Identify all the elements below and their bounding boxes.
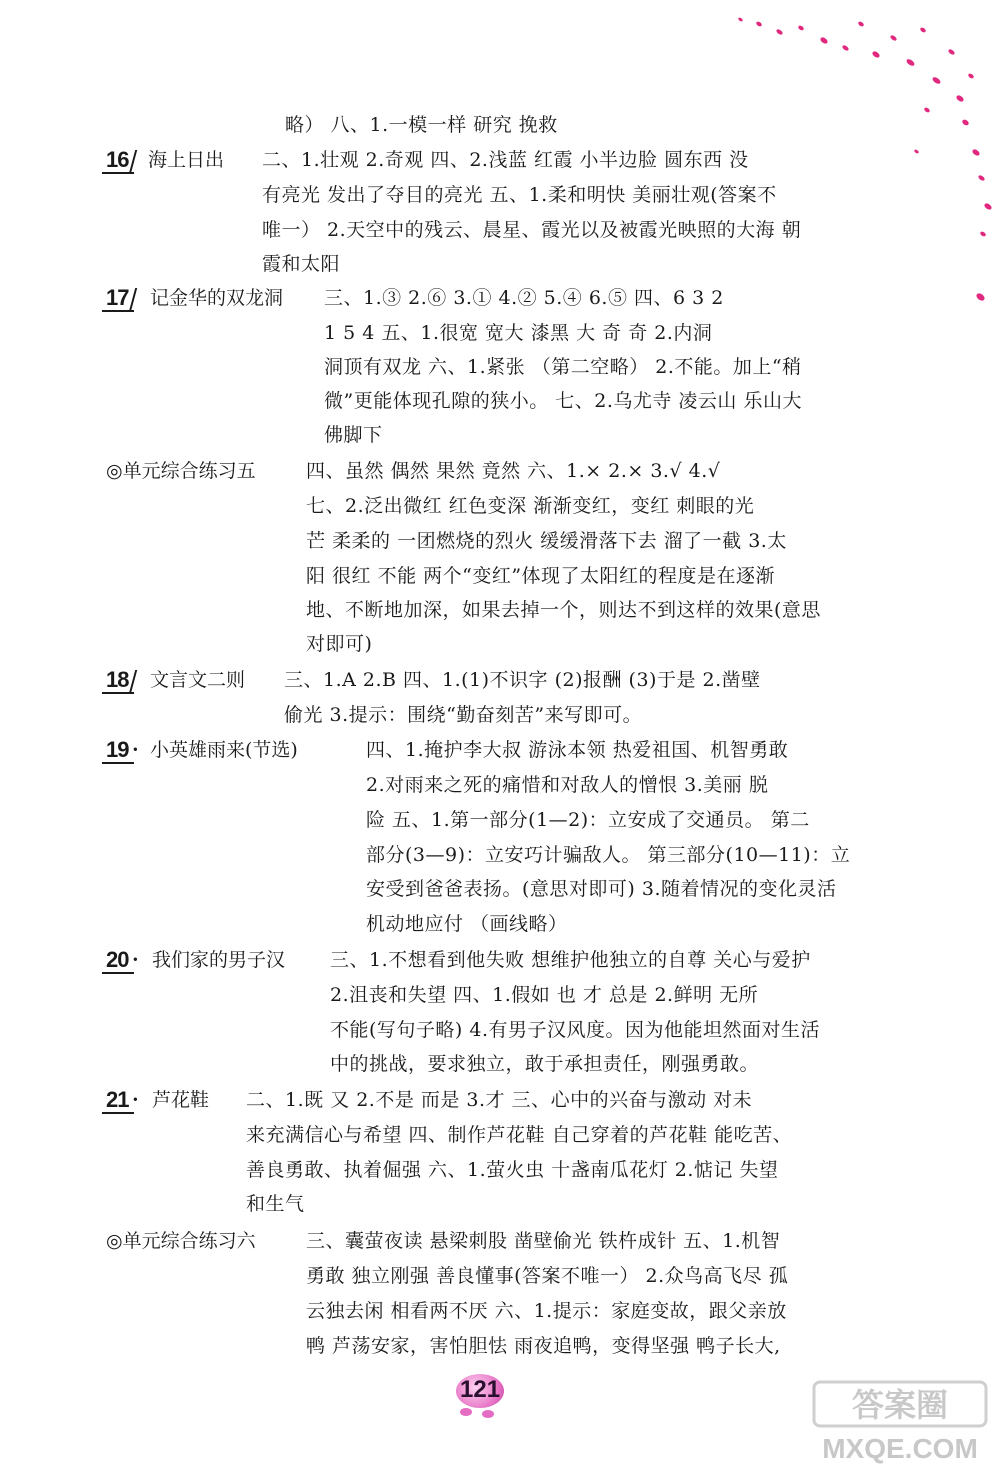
answer-line: 三、囊萤夜读 悬梁刺股 凿壁偷光 铁杵成针 五、1.机智 xyxy=(306,1230,781,1252)
answer-line: 地、不断地加深，如果去掉一个，则达不到这样的效果(意思 xyxy=(306,599,821,621)
answer-line: 偷光 3.提示：围绕“勤奋刻苦”来写即可。 xyxy=(284,704,643,726)
lesson-number: 18 xyxy=(106,668,128,692)
answer-line: 二、1.壮观 2.奇观 四、2.浅蓝 红霞 小半边脸 圆东西 没 xyxy=(262,149,749,171)
answer-line: 三、1.A 2.B 四、1.(1)不识字 (2)报酬 (3)于是 2.凿壁 xyxy=(284,669,761,691)
answer-line: 霞和太阳 xyxy=(262,253,341,275)
answer-line: 勇敢 独立刚强 善良懂事(答案不唯一） 2.众鸟高飞尽 孤 xyxy=(306,1265,789,1287)
lesson-number: 16 xyxy=(106,148,128,172)
answer-line: 2.沮丧和失望 四、1.假如 也 才 总是 2.鲜明 无所 xyxy=(330,984,759,1006)
answer-line: 来充满信心与希望 四、制作芦花鞋 自己穿着的芦花鞋 能吃苦、 xyxy=(246,1124,793,1146)
answer-line: 四、虽然 偶然 果然 竟然 六、1.× 2.× 3.√ 4.√ xyxy=(306,460,721,482)
watermark-logo xyxy=(810,1376,990,1466)
answer-line: 洞顶有双龙 六、1.紧张 （第二空略） 2.不能。加上“稍 xyxy=(324,356,802,378)
lesson-title: 文言文二则 xyxy=(150,669,246,691)
page-number: 121 xyxy=(460,1376,501,1403)
answer-line: 不能(写句子略) 4.有男子汉风度。因为他能坦然面对生活 xyxy=(330,1019,820,1041)
answer-line: 善良勇敢、执着倔强 六、1.萤火虫 十盏南瓜花灯 2.惦记 失望 xyxy=(246,1159,779,1181)
lesson-title: 芦花鞋 xyxy=(152,1089,210,1111)
page-number-badge xyxy=(452,1372,512,1424)
lesson-number: 17 xyxy=(106,286,128,310)
answer-line: 七、2.泛出微红 红色变深 渐渐变红，变红 刺眼的光 xyxy=(306,495,755,517)
lesson-title: 记金华的双龙洞 xyxy=(150,287,284,309)
answer-line: 芒 柔柔的 一团燃烧的烈火 缓缓滑落下去 溜了一截 3.太 xyxy=(306,530,787,552)
answer-line: 中的挑战，要求独立，敢于承担责任，刚强勇敢。 xyxy=(330,1053,760,1075)
answer-line: 三、1.③ 2.⑥ 3.① 4.② 5.④ 6.⑤ 四、6 3 2 xyxy=(324,287,724,309)
answer-line: 三、1.不想看到他失败 想维护他独立的自尊 关心与爱护 xyxy=(330,949,811,971)
answer-line: 佛脚下 xyxy=(324,424,383,446)
unit-title: ◎单元综合练习五 xyxy=(106,460,256,482)
answer-line: 部分(3—9)：立安巧计骗敌人。 第三部分(10—11)：立 xyxy=(366,844,851,866)
answer-line: 安受到爸爸表扬。(意思对即可) 3.随着情况的变化灵活 xyxy=(366,878,837,900)
answer-line: 有亮光 发出了夺目的亮光 五、1.柔和明快 美丽壮观(答案不 xyxy=(262,184,777,206)
svg-text:MXQE.COM: MXQE.COM xyxy=(822,1433,978,1464)
answer-line: 和生气 xyxy=(246,1193,305,1215)
lesson-number: 20 • xyxy=(106,948,128,972)
answer-line: 四、1.掩护李大叔 游泳本领 热爱祖国、机智勇敢 xyxy=(366,739,789,761)
lesson-number: 21 • xyxy=(106,1088,128,1112)
answer-line: 1 5 4 五、1.很宽 宽大 漆黑 大 奇 奇 2.内洞 xyxy=(324,322,713,344)
answer-line: 险 五、1.第一部分(1—2)：立安成了交通员。 第二 xyxy=(366,809,810,831)
lesson-title: 我们家的男子汉 xyxy=(152,949,286,971)
answer-line: 二、1.既 又 2.不是 而是 3.才 三、心中的兴奋与激动 对未 xyxy=(246,1089,753,1111)
watermark-graphic xyxy=(810,1376,990,1466)
lesson-number: 19 • xyxy=(106,738,128,762)
answer-line: 机动地应付 （画线略） xyxy=(366,913,568,935)
svg-text:答案圈: 答案圈 xyxy=(851,1387,949,1423)
lesson-title: 小英雄雨来(节选) xyxy=(150,739,298,761)
answer-line: 唯一） 2.天空中的残云、晨星、霞光以及被霞光映照的大海 朝 xyxy=(262,219,802,241)
answer-line: 鸭 芦荡安家，害怕胆怯 雨夜追鸭，变得坚强 鸭子长大, xyxy=(306,1335,781,1357)
lesson-title: 海上日出 xyxy=(148,149,225,171)
answer-line: 2.对雨来之死的痛惜和对敌人的憎恨 3.美丽 脱 xyxy=(366,774,769,796)
answer-line: 阳 很红 不能 两个“变红”体现了太阳红的程度是在逐渐 xyxy=(306,565,776,587)
lesson-15-tail: 略） 八、1.一模一样 研究 挽救 xyxy=(285,114,558,136)
answer-line: 云独去闲 相看两不厌 六、1.提示：家庭变故，跟父亲放 xyxy=(306,1300,787,1322)
unit-title: ◎单元综合练习六 xyxy=(106,1230,256,1252)
answer-line: 微”更能体现孔隙的狭小。 七、2.乌尤寺 凌云山 乐山大 xyxy=(324,390,802,412)
answer-line: 对即可) xyxy=(306,633,373,655)
